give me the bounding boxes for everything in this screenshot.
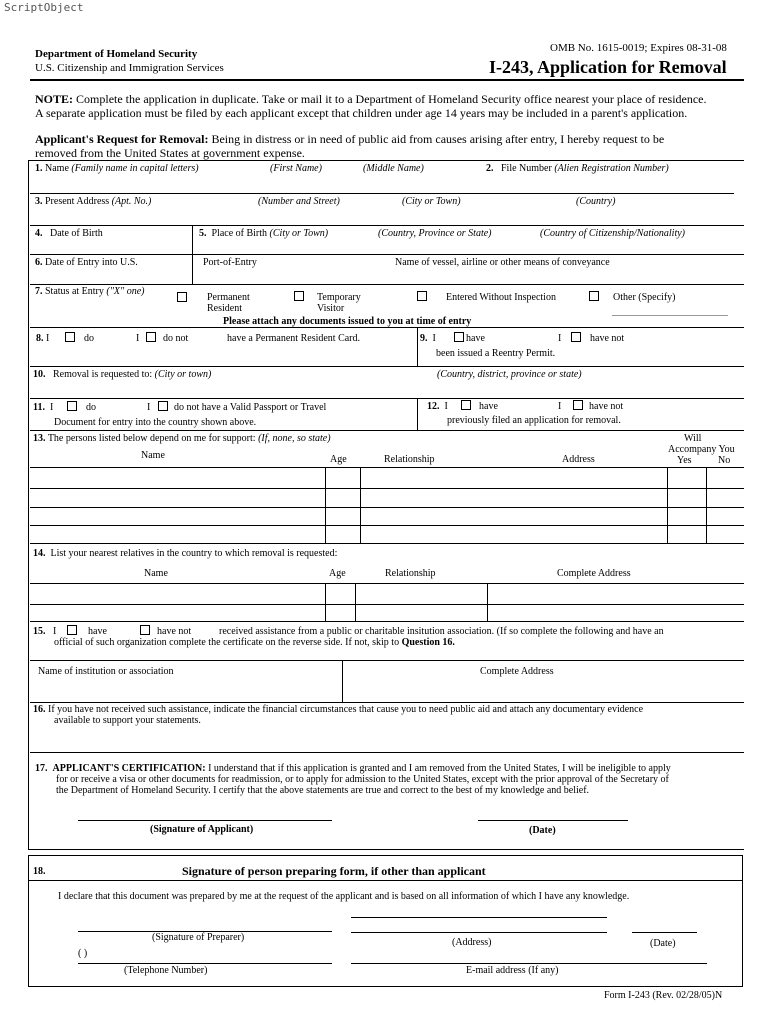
q13-label: [33, 433, 331, 444]
q14-label: [33, 548, 337, 559]
q16-line1-text: If you have not received such assistance, indicate the financial circumstances that cause you to need public aid and attach any documentary evidence: [48, 704, 644, 715]
q12-have-label: have: [479, 401, 498, 412]
q17-line3: the Department of Homeland Security. I certify that the above statements are true and correct to the best of my knowledge and belief.: [56, 785, 590, 796]
q7-other-checkbox[interactable]: [589, 291, 599, 301]
q13-col-relationship: Relationship: [384, 454, 435, 465]
q14-col-divider-1: [325, 583, 326, 621]
q14-col-address: Complete Address: [557, 568, 631, 579]
q13-col-name: Name: [141, 450, 165, 461]
q17-line2: for or receive a visa or other documents for readmission, or to apply for admission to the United States, except with the prior approval of the Secretary of: [56, 774, 669, 785]
q16-num: 16.: [33, 704, 46, 715]
form-bottom-rule: [28, 849, 744, 850]
q13-col-divider-4: [706, 467, 707, 543]
q14-num: 14.: [33, 548, 46, 559]
q14-label-text: List your nearest relatives in the country to which removal is requested:: [50, 548, 338, 559]
q11-num: [33, 402, 53, 413]
q10-country-hint: (Country, district, province or state): [437, 369, 582, 380]
q12-havenot-label: have not: [589, 401, 624, 412]
q3-num: 3.: [35, 196, 43, 207]
q4-divider: [192, 225, 193, 285]
q13-col-yes: Yes: [677, 455, 692, 466]
q17-signature-label: (Signature of Applicant): [150, 824, 254, 835]
q9-havenot-checkbox[interactable]: [571, 332, 581, 342]
q17-signature-line[interactable]: [78, 820, 332, 821]
q18-phone-parens: ( ): [78, 948, 88, 959]
q10-label-text: Removal is requested to:: [53, 369, 155, 380]
q8-i2: I: [136, 333, 140, 344]
q5-num: 5.: [199, 228, 207, 239]
q1-num: 1.: [35, 163, 43, 174]
q6-vessel-label: Name of vessel, airline or other means of conveyance: [395, 257, 610, 268]
q1-family-hint: (Family name in capital letters): [71, 163, 199, 174]
q8-bottom-rule: [30, 366, 744, 367]
q6-label-text: Date of Entry into U.S.: [45, 257, 138, 268]
q7-temporary-checkbox[interactable]: [294, 291, 304, 301]
q6-label: [35, 257, 138, 268]
q13-col-no: No: [718, 455, 731, 466]
q15-havenot-label: have not: [157, 626, 192, 637]
q7-temporary-label: Temporary: [317, 292, 361, 303]
q12-text: previously filed an application for removal.: [447, 415, 621, 426]
q2-label-text: File Number: [501, 163, 555, 174]
q8-do-checkbox[interactable]: [65, 332, 75, 342]
q17-line1: [35, 763, 671, 774]
q4-input-line[interactable]: [30, 254, 744, 255]
q13-col-accompany: Accompany You: [668, 444, 735, 455]
q15-skip-link: Question 16.: [401, 637, 455, 648]
request-line2: removed from the United States at government expense.: [35, 146, 305, 160]
q15-col-divider: [342, 660, 343, 702]
q7-label-text: Status at Entry: [45, 286, 107, 297]
q1-input-line[interactable]: [30, 193, 734, 194]
q13-num: 13.: [33, 433, 46, 444]
note-line1: Complete the application in duplicate. Take or mail it to a Department of Homeland Security office nearest your place of residence.: [73, 92, 707, 106]
q5-country-hint: (Country, Province or State): [378, 228, 492, 239]
note-line2: A separate application must be filed by each applicant except that children under age 14 years may be included in a parent's application.: [35, 106, 688, 120]
form-title: I-243, Application for Removal: [489, 57, 727, 77]
q11-i1: I: [49, 402, 54, 413]
q18-phone-line[interactable]: [78, 963, 332, 964]
q15-line2: [54, 637, 455, 648]
q3-country-hint: (Country): [576, 196, 616, 207]
q8-do-label: do: [84, 333, 94, 344]
q15-num: [33, 626, 56, 637]
q1-label: [35, 163, 199, 174]
q3-label: [35, 196, 151, 207]
q14-col-name: Name: [144, 568, 168, 579]
agency-name: U.S. Citizenship and Immigration Services: [35, 62, 224, 74]
q15-bottom-rule: [30, 702, 744, 703]
q15-address-label: Complete Address: [480, 666, 554, 677]
form-footer: Form I-243 (Rev. 02/28/05)N: [604, 990, 723, 1001]
q15-have-label: have: [88, 626, 107, 637]
q12-i2: I: [558, 401, 562, 412]
q2-num: 2.: [486, 163, 494, 174]
q18-date-label: (Date): [650, 938, 676, 949]
q18-email-label: E-mail address (If any): [466, 965, 559, 976]
q18-date-line[interactable]: [632, 932, 697, 933]
q17-line1-text: I understand that if this application is granted and I am removed from the United States, I will be ineligible to apply: [205, 763, 671, 774]
q13-col-divider-3: [667, 467, 668, 543]
q6-input-line[interactable]: [30, 284, 744, 285]
q12-i1: I: [444, 401, 448, 412]
q7-other-input-line[interactable]: [612, 315, 728, 316]
header-rule: [30, 79, 744, 81]
q13-hint: (If, none, so state): [258, 433, 331, 444]
q18-num: 18.: [33, 866, 46, 877]
q14-col-divider-2: [355, 583, 356, 621]
q5-citizenship-hint: (Country of Citizenship/Nationality): [540, 228, 685, 239]
q7-num: 7.: [35, 286, 43, 297]
q13-row2-rule[interactable]: [30, 507, 744, 508]
q11-i2: I: [147, 402, 151, 413]
q15-i1: I: [53, 626, 57, 637]
q7-ewi-checkbox[interactable]: [417, 291, 427, 301]
q9-have-label: have: [466, 333, 485, 344]
q9-have-checkbox[interactable]: [454, 332, 464, 342]
q1-first-name-hint: (First Name): [270, 163, 322, 174]
q18-header-rule: [28, 880, 742, 881]
q13-col-divider-2: [360, 467, 361, 543]
q7-resident-label: Resident: [207, 303, 242, 314]
q8-donot-label: do not: [163, 333, 189, 344]
q7-ewi-label: Entered Without Inspection: [446, 292, 556, 303]
q14-bottom-rule: [30, 621, 744, 622]
q11-donot-label: do not have a Valid Passport or Travel: [174, 402, 327, 413]
q10-label: [33, 369, 211, 380]
q14-row1-rule[interactable]: [30, 604, 744, 605]
q7-permanent-label: Permanent: [207, 292, 250, 303]
form-left-rule: [28, 160, 29, 850]
q15-text: received assistance from a public or charitable insitution association. (If so complete the following and have an: [219, 626, 664, 637]
q16-bottom-rule: [30, 752, 744, 753]
q12-num: [427, 401, 448, 412]
note: [35, 92, 707, 107]
q5-city-hint: (City or Town): [269, 228, 329, 239]
omb-number: OMB No. 1615-0019; Expires 08-31-08: [550, 42, 727, 54]
q9-num: [420, 333, 436, 344]
department-name: Department of Homeland Security: [35, 48, 198, 60]
q18-declaration: I declare that this document was prepared by me at the request of the applicant and is based on all information of which I have any knowledge.: [58, 891, 630, 902]
q14-table-header-rule: [30, 583, 744, 584]
q7-hint: ("X" one): [106, 286, 145, 297]
q18-address-label: (Address): [452, 937, 492, 948]
q16-line1: [33, 704, 643, 715]
q16-line2: available to support your statements.: [54, 715, 201, 726]
q4-label-text: Date of Birth: [50, 228, 103, 239]
q8-i1: I: [46, 333, 50, 344]
q7-bottom-rule: [30, 327, 744, 328]
q4-num: 4.: [35, 228, 43, 239]
q10-city-hint: (City or town): [154, 369, 212, 380]
request-label: Applicant's Request for Removal:: [35, 132, 209, 146]
q18-address-line-1[interactable]: [351, 917, 607, 918]
q6-port-label: Port-of-Entry: [203, 257, 257, 268]
q18-title: Signature of person preparing form, if other than applicant: [182, 864, 486, 878]
q14-col-divider-3: [487, 583, 488, 621]
q17-label: APPLICANT'S CERTIFICATION:: [52, 763, 206, 774]
q2-alien-hint: (Alien Registration Number): [554, 163, 669, 174]
q17-date-line[interactable]: [478, 820, 628, 821]
note-label: NOTE:: [35, 92, 74, 106]
q11-num-text: 11.: [33, 402, 45, 413]
q15-have-checkbox[interactable]: [67, 625, 77, 635]
q15-havenot-checkbox[interactable]: [140, 625, 150, 635]
q1-middle-name-hint: (Middle Name): [363, 163, 424, 174]
q15-num-text: 15.: [33, 626, 46, 637]
q7-attach-note: Please attach any documents issued to you at time of entry: [223, 316, 472, 327]
q2-label: [486, 163, 669, 174]
q1-name-text: Name: [45, 163, 72, 174]
q18-address-line-2[interactable]: [351, 932, 607, 933]
q13-col-age: Age: [330, 454, 347, 465]
q8-num: [36, 333, 49, 344]
q17-date-label: (Date): [529, 825, 556, 836]
script-object-label: ScriptObject: [4, 1, 84, 14]
q14-col-relationship: Relationship: [385, 568, 436, 579]
q11-do-checkbox[interactable]: [67, 401, 77, 411]
q13-label-text: The persons listed below depend on me for support:: [47, 433, 259, 444]
q11-line2: Document for entry into the country shown above.: [54, 417, 257, 428]
q10-num: 10.: [33, 369, 46, 380]
q3-street-hint: (Number and Street): [258, 196, 340, 207]
request-line1: Being in distress or in need of public aid from causes arising after entry, I hereby request to be: [208, 132, 665, 146]
q17-num: 17.: [35, 763, 48, 774]
q13-table-header-rule: [30, 467, 744, 468]
q15-rule: [30, 660, 744, 661]
q9-text: been issued a Reentry Permit.: [436, 348, 556, 359]
q7-permanent-checkbox[interactable]: [177, 292, 187, 302]
q5-label-text: Place of Birth: [211, 228, 270, 239]
q7-other-label: Other (Specify): [613, 292, 676, 303]
q15-institution-label: Name of institution or association: [38, 666, 174, 677]
q15-line2-text: official of such organization complete the certificate on the reverse side. If not, skip to: [54, 637, 402, 648]
q7-visitor-label: Visitor: [317, 303, 345, 314]
q4-label: [35, 228, 103, 239]
q18-signature-label: (Signature of Preparer): [152, 932, 245, 943]
q13-bottom-rule: [30, 543, 744, 544]
q3-label-text: Present Address: [45, 196, 112, 207]
q13-row3-rule[interactable]: [30, 525, 744, 526]
q8-donot-checkbox[interactable]: [146, 332, 156, 342]
form-top-rule: [28, 160, 744, 161]
q8-q9-divider: [417, 327, 418, 366]
request: [35, 132, 664, 147]
q9-havenot-label: have not: [590, 333, 625, 344]
q3-city-hint: (City or Town): [402, 196, 461, 207]
q3-apt-hint: (Apt. No.): [111, 196, 152, 207]
q18-phone-label: (Telephone Number): [124, 965, 208, 976]
q10-input-line[interactable]: [30, 398, 744, 399]
q11-donot-checkbox[interactable]: [158, 401, 168, 411]
q9-num-text: 9.: [420, 333, 428, 344]
q13-row1-rule[interactable]: [30, 488, 744, 489]
q11-q12-divider: [417, 398, 418, 430]
q18-email-line[interactable]: [351, 963, 707, 964]
q8-num-text: 8.: [36, 333, 44, 344]
q11-bottom-rule: [30, 430, 744, 431]
q12-num-text: 12.: [427, 401, 440, 412]
q3-input-line[interactable]: [30, 225, 744, 226]
q6-num: 6.: [35, 257, 43, 268]
q13-col-will: Will: [684, 433, 702, 444]
q9-i2: I: [558, 333, 562, 344]
q13-col-divider-1: [325, 467, 326, 543]
q9-i1: I: [432, 333, 436, 344]
q5-label: [199, 228, 328, 239]
q14-col-age: Age: [329, 568, 346, 579]
q11-do-label: do: [86, 402, 96, 413]
q12-havenot-checkbox[interactable]: [573, 400, 583, 410]
q12-have-checkbox[interactable]: [461, 400, 471, 410]
q7-label: [35, 286, 145, 297]
q8-text: have a Permanent Resident Card.: [227, 333, 361, 344]
q13-col-address: Address: [562, 454, 595, 465]
